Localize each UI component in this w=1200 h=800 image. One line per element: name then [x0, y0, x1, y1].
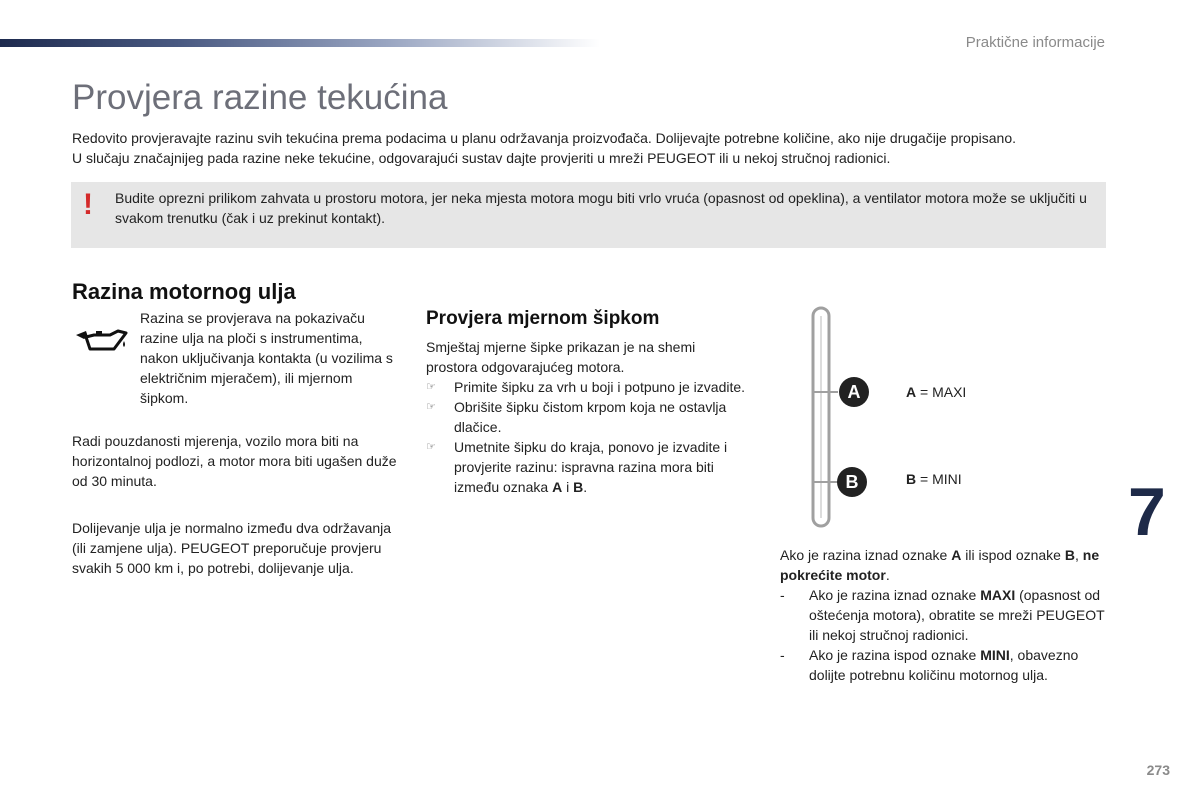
intro-line-1: Redovito provjeravajte razinu svih tekućina prema podacima u planu održavanja proizvođača. Dolijevajte potrebne količine, ako nije drugačije propisano.	[72, 130, 1016, 146]
list-item: - Ako je razina iznad oznake MAXI (opasnost od oštećenja motora), obratite se mreži PEUGEOT ili nekoj stručnoj radionici.	[780, 587, 1105, 643]
marker-a-icon	[839, 377, 869, 407]
dipstick-intro: Smještaj mjerne šipke prikazan je na shemi prostora odgovarajućeg motora.	[426, 339, 696, 375]
pointing-hand-icon: ☞	[426, 401, 436, 413]
chapter-number: 7	[1128, 474, 1166, 550]
svg-text:A: A	[847, 382, 861, 402]
level-note	[780, 545, 1115, 685]
step-item	[426, 377, 756, 397]
step-text: Obrišite šipku čistom krpom koja ne ostavlja dlačice.	[454, 399, 727, 435]
page-title: Provjera razine tekućina	[72, 78, 448, 117]
dipstick-diagram	[800, 306, 890, 531]
exclamation-icon: !	[83, 188, 93, 221]
step-item	[426, 437, 756, 497]
list-item: - Ako je razina ispod oznake MINI, obavezno dolijte potrebnu količinu motornog ulja.	[780, 647, 1079, 683]
warning-box	[71, 182, 1106, 248]
page-number: 273	[1146, 762, 1170, 778]
step-item	[426, 397, 756, 437]
dipstick-heading: Provjera mjernom šipkom	[426, 308, 660, 329]
dipstick-steps	[426, 377, 756, 497]
engine-oil-para-1: Razina se provjerava na pokazivaču razine ulja na ploči s instrumentima, nakon uključivanja kontakta (u vozilima s električnim mjeračem), ili mjernom šipkom.	[140, 310, 393, 406]
section-header: Praktične informacije	[965, 34, 1105, 51]
engine-oil-para-3: Dolijevanje ulja je normalno između dva održavanja (ili zamjene ulja). PEUGEOT preporučuje provjeru svakih 5 000 km i, po potrebi, dolijevanje ulja.	[72, 520, 392, 576]
intro-text	[72, 128, 1112, 168]
step-text: Primite šipku za vrh u boji i potpuno je izvadite.	[454, 379, 746, 395]
warning-text: Budite oprezni prilikom zahvata u prostoru motora, jer neka mjesta motora mogu biti vrlo vruća (opasnost od opeklina), a ventilator motora može se uključiti u svakom trenutku (čak i uz prekinut kontakt).	[115, 190, 1087, 226]
marker-b-icon	[837, 467, 867, 497]
pointing-hand-icon: ☞	[426, 381, 436, 393]
step-text: Umetnite šipku do kraja, ponovo je izvadite i provjerite razinu: ispravna razina mora biti između oznaka A i B.	[454, 439, 728, 495]
legend-mini: B = MINI	[906, 471, 962, 487]
intro-line-2: U slučaju značajnijeg pada razine neke tekućine, odgovarajući sustav dajte provjeriti u mreži PEUGEOT ili u nekoj stručnoj radionici.	[72, 150, 891, 166]
engine-oil-heading: Razina motornog ulja	[72, 279, 296, 304]
level-note-intro: Ako je razina iznad oznake A ili ispod oznake B, ne pokrećite motor.	[780, 547, 1100, 583]
oil-can-icon	[74, 327, 128, 357]
engine-oil-para-2: Radi pouzdanosti mjerenja, vozilo mora biti na horizontalnoj podlozi, a motor mora biti ugašen duže od 30 minuta.	[72, 433, 397, 489]
legend-maxi: A = MAXI	[906, 384, 967, 400]
pointing-hand-icon: ☞	[426, 441, 436, 453]
header-gradient-bar	[0, 39, 600, 47]
level-note-list	[780, 585, 1115, 685]
svg-text:B: B	[845, 472, 859, 492]
